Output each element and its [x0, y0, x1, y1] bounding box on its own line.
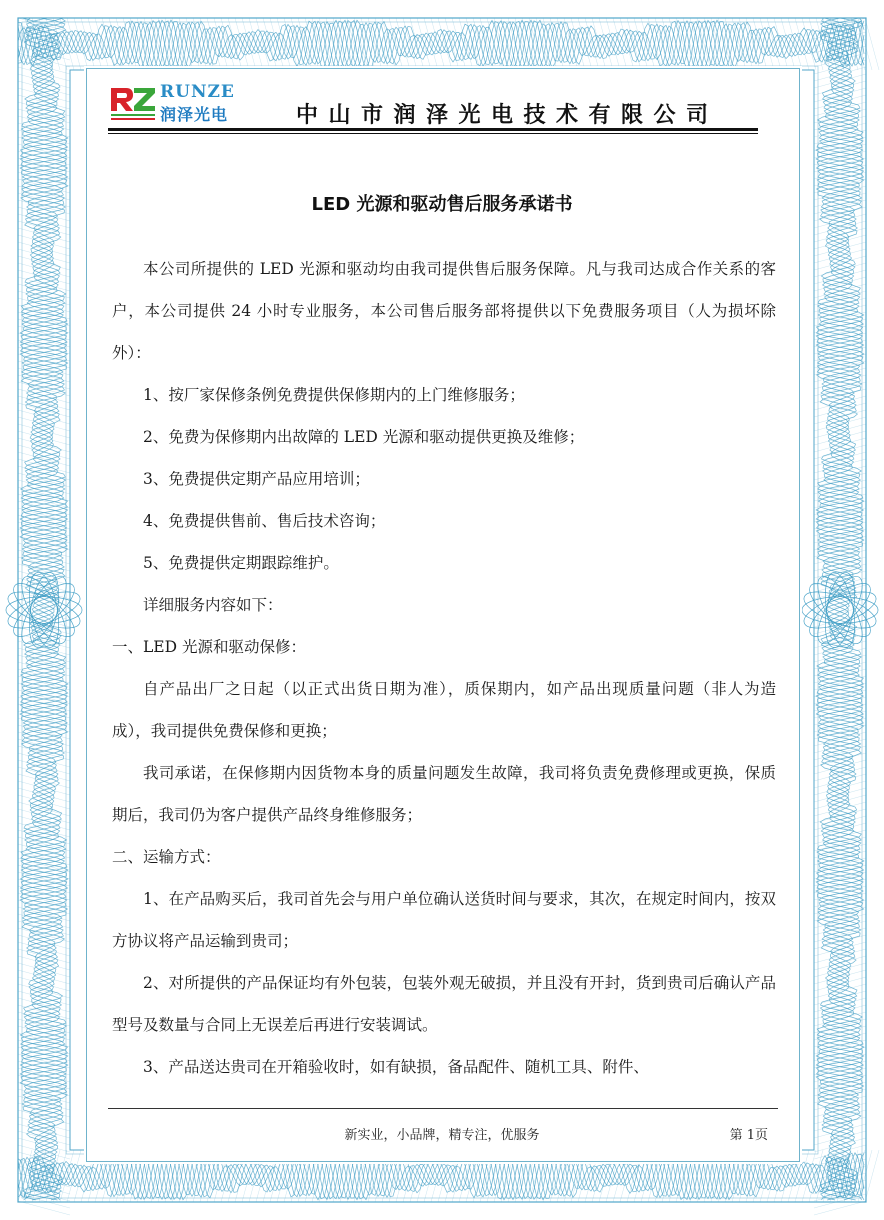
- footer-divider: [108, 1108, 778, 1109]
- company-name: 中山市润泽光电技术有限公司: [296, 103, 719, 128]
- body-paragraph: 1、按厂家保修条例免费提供保修期内的上门维修服务；: [143, 386, 525, 404]
- header-divider-thin: [108, 133, 758, 134]
- body-paragraph: 二、运输方式：: [112, 848, 221, 866]
- logo-chinese-text: 润泽光电: [160, 105, 229, 124]
- rz-logo-icon: [108, 84, 158, 124]
- body-paragraph: 3、免费提供定期产品应用培训；: [143, 470, 370, 488]
- body-paragraph: 本公司所提供的 LED 光源和驱动均由我司提供售后服务保障。凡与我司达成合作关系的客户，本公司提供 24 小时专业服务，本公司售后服务部将提供以下免费服务项目（人为损坏除外）：: [112, 260, 776, 362]
- page-number: 第 1页: [729, 1128, 768, 1143]
- body-paragraph: 4、免费提供售前、售后技术咨询；: [143, 512, 386, 530]
- body-paragraph: 2、免费为保修期内出故障的 LED 光源和驱动提供更换及维修；: [143, 428, 585, 446]
- body-paragraph: 3、产品送达贵司在开箱验收时，如有缺损，备品配件、随机工具、附件、: [143, 1058, 649, 1076]
- logo-english-text: RUNZE: [160, 82, 235, 102]
- document-body: [112, 248, 776, 1088]
- body-paragraph: 我司承诺，在保修期内因货物本身的质量问题发生故障，我司将负责免费修理或更换，保质期后，我司仍为客户提供产品终身维修服务；: [112, 764, 776, 824]
- footer-slogan: 新实业，小品牌，精专注，优服务: [344, 1128, 540, 1143]
- body-paragraph: 一、LED 光源和驱动保修：: [112, 638, 306, 656]
- body-paragraph: 5、免费提供定期跟踪维护。: [143, 554, 339, 572]
- document-title: LED 光源和驱动售后服务承诺书: [311, 194, 573, 215]
- company-logo: [108, 82, 256, 126]
- header-divider: [108, 128, 758, 131]
- body-paragraph: 自产品出厂之日起（以正式出货日期为准），质保期内，如产品出现质量问题（非人为造成），我司提供免费保修和更换；: [112, 680, 776, 740]
- body-paragraph: 详细服务内容如下：: [143, 596, 283, 614]
- body-paragraph: 2、对所提供的产品保证均有外包装，包装外观无破损，并且没有开封，货到贵司后确认产品型号及数量与合同上无误差后再进行安装调试。: [112, 974, 776, 1034]
- body-paragraph: 1、在产品购买后，我司首先会与用户单位确认送货时间与要求，其次，在规定时间内，按双方协议将产品运输到贵司；: [112, 890, 776, 950]
